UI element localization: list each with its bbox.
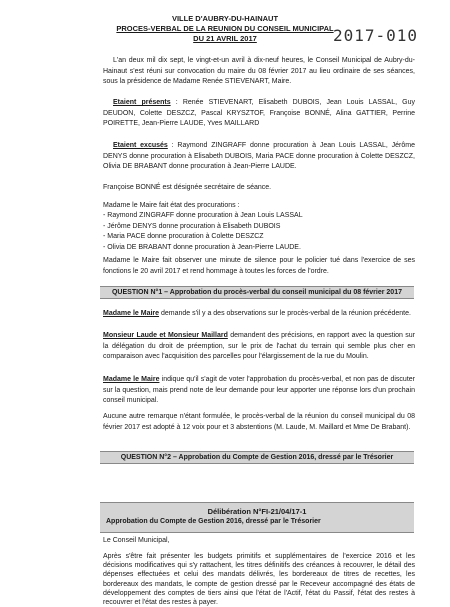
- deliberation-box: [100, 502, 414, 533]
- document-title: PROCES-VERBAL DE LA REUNION DU CONSEIL MUNICIPAL: [116, 24, 334, 33]
- list-item: - Raymond ZINGRAFF donne procuration à Jean Louis LASSAL: [103, 212, 303, 219]
- present-label: Etaient présents: [113, 99, 171, 106]
- town-name: VILLE D'AUBRY-DU-HAINAUT: [171, 14, 279, 23]
- deliberation-title: Approbation du Compte de Gestion 2016, dressé par le Trésorier: [106, 518, 321, 525]
- excused-paragraph: [103, 141, 415, 173]
- silence-paragraph: Madame le Maire fait observer une minute de silence pour le policier tué dans l'exercice de ses fonctions le 20 avril 2017 et rend hommage à toutes les forces de l'ordre.: [103, 257, 415, 275]
- excused-label: Etaient excusés: [113, 142, 168, 149]
- q1-paragraph-3: Madame le Maire indique qu'il s'agit de voter l'approbation du procès-verbal, et non pas de discuter sur la question, mais prend note de leur demande pour leur apporter une réponse lors d'un prochain conseil municipal.: [103, 376, 415, 405]
- procurations-list: [103, 211, 303, 253]
- question-1-header: QUESTION N°1 – Approbation du procès-verbal du conseil municipal du 08 février 2017: [100, 286, 414, 299]
- q1-paragraph-1: Madame le Maire demande s'il y a des observations sur le procès-verbal de la réunion précédente.: [103, 310, 411, 317]
- deliberation-number: Délibération N°FI-21/04/17-1: [207, 507, 307, 516]
- question-2-header: QUESTION N°2 – Approbation du Compte de Gestion 2016, dressé par le Trésorier: [100, 451, 414, 464]
- q2-body-paragraph: Après s'être fait présenter les budgets primitifs et supplémentaires de l'exercice 2016 et les décisions modificatives qui s'y rattachent, les titres définitifs des créances à recouvrer, le détail des dépenses effectuées et celui des mandats délivrés, les bordereaux de titres de recettes, les bordereaux des mandats, le compte de gestion dressé par le Receveur accompagné des états de développement des comptes de tiers ainsi que l'état de l'Actif, l'état du Passif, l'état des restes à recouvrer et l'état des restes à payer.: [103, 553, 415, 607]
- council-line: Le Conseil Municipal,: [103, 537, 170, 544]
- secretary-paragraph: Françoise BONNÉ est désignée secrétaire de séance.: [103, 184, 272, 191]
- meeting-date: DU 21 AVRIL 2017: [193, 34, 257, 43]
- list-item: - Jérôme DENYS donne procuration à Elisabeth DUBOIS: [103, 222, 281, 230]
- q1-paragraph-2: Monsieur Laude et Monsieur Maillard demandent des précisions, en rapport avec la question sur la délégation du droit de préemption, sur le prix de l'achat du terrain qui semble plus cher en comparaison avec l'acquisition des parcelles pour l'élargissement de la rue du Moulin.: [103, 332, 416, 361]
- q1-speaker-1: Madame le Maire: [103, 310, 160, 317]
- list-item: - Maria PACE donne procuration à Colette DESZCZ: [103, 233, 264, 240]
- intro-paragraph: L'an deux mil dix sept, le vingt-et-un avril à dix-neuf heures, le Conseil Municipal de Aubry-du-Hainaut s'est réuni sur convocation du maire du 08 février 2017 au lieu ordinaire de ses séances, sous la présidence de Madame Renée STIEVENART, Maire.: [103, 57, 415, 86]
- q1-paragraph-4: Aucune autre remarque n'étant formulée, le procès-verbal de la réunion du conseil municipal du 08 février 2017 est adopté à 12 voix pour et 3 abstentions (M. Laude, M. Maillard et Mme De Brabant).: [103, 413, 415, 431]
- reference-stamp: 2017-010: [333, 26, 419, 45]
- present-list: : Renée STIEVENART, Elisabeth DUBOIS, Jean Louis LASSAL, Guy DEUDON, Colette DESZCZ, Pascal KRYSZTOF, Françoise BONNÉ, Alina GATTIER, Perrine POIRETTE, Jean-Pierre LAUDE, Yves MAILLARD: [103, 99, 415, 128]
- present-paragraph: [103, 98, 415, 130]
- procurations-intro: Madame le Maire fait état des procurations :: [103, 202, 240, 209]
- list-item: - Olivia DE BRABANT donne procuration à Jean-Pierre LAUDE.: [103, 243, 301, 251]
- q1-speaker-3: Madame le Maire: [103, 376, 160, 383]
- excused-list: : Raymond ZINGRAFF donne procuration à Jean Louis LASSAL, Jérôme DENYS donne procuration à Elisabeth DUBOIS, Maria PACE donne procuration à Colette DESZCZ, Olivia DE BRABANT donne procuration à Jean-Pierre LAUDE.: [103, 142, 416, 171]
- q1-speaker-2: Monsieur Laude et Monsieur Maillard: [103, 332, 228, 339]
